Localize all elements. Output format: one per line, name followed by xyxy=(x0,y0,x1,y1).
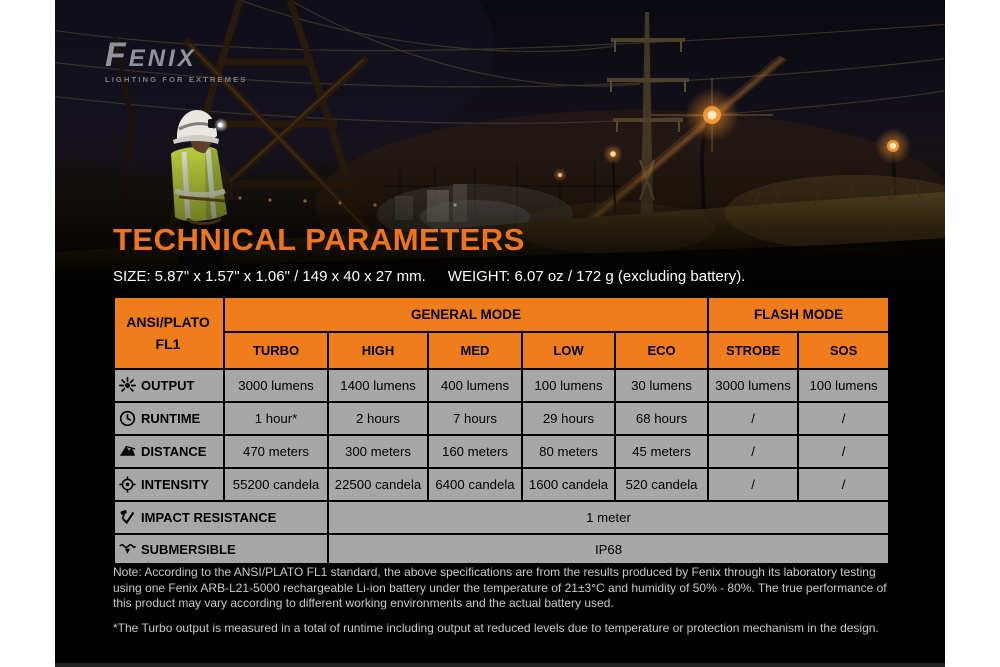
footnote-text: *The Turbo output is measured in a total of runtime including output at reduced levels due to temperature or protection mechanism in the design. xyxy=(113,620,879,635)
size-weight-line xyxy=(113,268,745,285)
mode-header-sos: SOS xyxy=(798,332,889,369)
product-infographic xyxy=(55,0,945,667)
distance-icon xyxy=(119,443,136,460)
spec-runtime-med: 7 hours xyxy=(428,402,522,435)
impact-resistance-icon xyxy=(119,509,136,526)
spec-runtime-strobe: / xyxy=(708,402,798,435)
fenix-logo-text: Fenix xyxy=(105,36,197,74)
output-icon xyxy=(119,377,136,394)
spec-distance-strobe: / xyxy=(708,435,798,468)
spec-runtime-sos: / xyxy=(798,402,889,435)
spec-intensity-sos: / xyxy=(798,468,889,501)
spec-distance-med: 160 meters xyxy=(428,435,522,468)
spec-output-med: 400 lumens xyxy=(428,369,522,402)
spec-runtime-low: 29 hours xyxy=(522,402,615,435)
spec-table xyxy=(113,296,890,565)
spec-output-high: 1400 lumens xyxy=(328,369,428,402)
bottom-strip xyxy=(55,663,945,667)
spec-distance-sos: / xyxy=(798,435,889,468)
table-corner-label: ANSI/PLATO FL1 xyxy=(114,297,224,369)
row-label-text: INTENSITY xyxy=(141,477,209,492)
spec-output-turbo: 3000 lumens xyxy=(224,369,328,402)
spec-intensity-low: 1600 candela xyxy=(522,468,615,501)
spec-runtime-turbo: 1 hour* xyxy=(224,402,328,435)
mode-header-eco: ECO xyxy=(615,332,708,369)
note-text: Note: According to the ANSI/PLATO FL1 standard, the above specifications are from the results produced by Fenix through its laboratory testing using one Fenix ARB-L21-5000 rechargeable Li-ion battery under the temperature of 21±3°C and humidity of 50% - 80%. The true performance of this product may vary according to different working environments and the actual battery used. xyxy=(113,565,887,611)
row-label-text: IMPACT RESISTANCE xyxy=(141,510,277,525)
spec-intensity-high: 22500 candela xyxy=(328,468,428,501)
section-title: TECHNICAL PARAMETERS xyxy=(113,222,525,257)
spec-distance-turbo: 470 meters xyxy=(224,435,328,468)
spec-distance-high: 300 meters xyxy=(328,435,428,468)
flash-mode-header: FLASH MODE xyxy=(708,297,889,332)
brand-logo xyxy=(105,38,247,84)
spec-runtime-eco: 68 hours xyxy=(615,402,708,435)
row-label-output xyxy=(114,369,224,402)
row-label-impact-resistance xyxy=(114,501,328,534)
mode-header-strobe: STROBE xyxy=(708,332,798,369)
size-text: SIZE: 5.87" x 1.57" x 1.06" / 149 x 40 x 27 mm. xyxy=(113,268,426,285)
general-mode-header: GENERAL MODE xyxy=(224,297,708,332)
row-label-text: SUBMERSIBLE xyxy=(141,541,236,557)
spec-distance-eco: 45 meters xyxy=(615,435,708,468)
row-label-text: DISTANCE xyxy=(141,444,207,459)
spec-runtime-high: 2 hours xyxy=(328,402,428,435)
row-label-intensity xyxy=(114,468,224,501)
spec-output-eco: 30 lumens xyxy=(615,369,708,402)
notes-block xyxy=(113,565,895,636)
mode-header-med: MED xyxy=(428,332,522,369)
row-label-text: RUNTIME xyxy=(141,411,201,426)
spec-submersible-value: IP68 xyxy=(328,534,889,564)
row-label-runtime xyxy=(114,402,224,435)
spec-intensity-strobe: / xyxy=(708,468,798,501)
intensity-icon xyxy=(119,476,136,493)
mode-header-high: HIGH xyxy=(328,332,428,369)
spec-output-sos: 100 lumens xyxy=(798,369,889,402)
runtime-icon xyxy=(119,410,136,427)
weight-text: WEIGHT: 6.07 oz / 172 g (excluding battery). xyxy=(447,268,746,285)
spec-intensity-turbo: 55200 candela xyxy=(224,468,328,501)
mode-header-low: LOW xyxy=(522,332,615,369)
row-label-distance xyxy=(114,435,224,468)
spec-output-low: 100 lumens xyxy=(522,369,615,402)
spec-intensity-med: 6400 candela xyxy=(428,468,522,501)
spec-impact-resistance-value: 1 meter xyxy=(328,501,889,534)
submersible-icon xyxy=(119,541,136,558)
spec-intensity-eco: 520 candela xyxy=(615,468,708,501)
brand-tagline: LIGHTING FOR EXTREMES xyxy=(105,75,248,84)
spec-distance-low: 80 meters xyxy=(522,435,615,468)
row-label-text: OUTPUT xyxy=(141,378,195,393)
row-label-submersible xyxy=(114,534,328,564)
mode-header-turbo: TURBO xyxy=(224,332,328,369)
spec-output-strobe: 3000 lumens xyxy=(708,369,798,402)
